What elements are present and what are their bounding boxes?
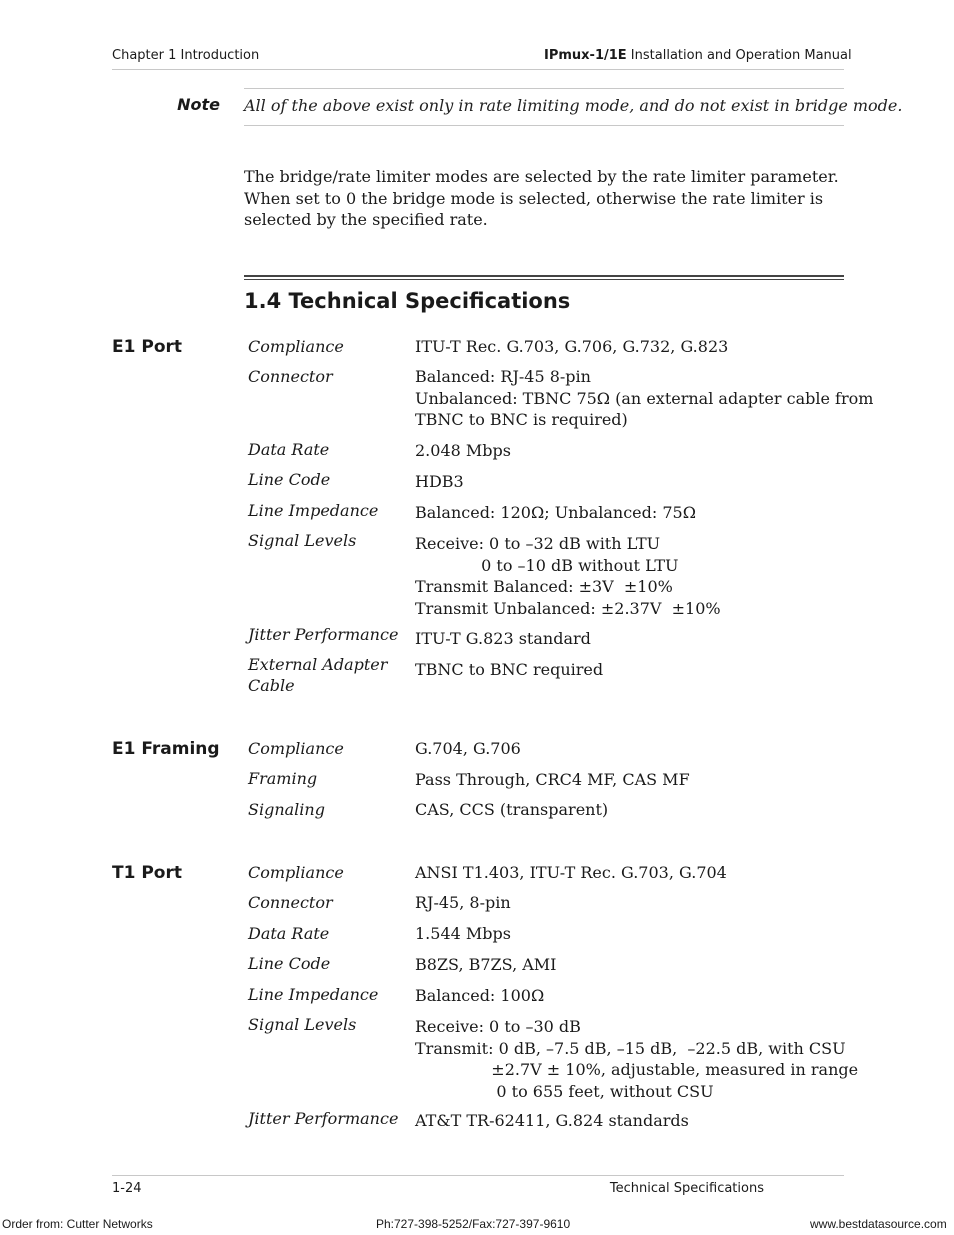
spec-value: ANSI T1.403, ITU-T Rec. G.703, G.704 [415, 863, 727, 882]
footer-section-name: Technical Specifications [609, 1181, 764, 1196]
spec-value: B8ZS, B7ZS, AMI [415, 955, 557, 974]
section-rule-thick [244, 275, 844, 277]
spec-label: Connector [248, 367, 333, 386]
spec-label: Signal Levels [248, 531, 357, 550]
spec-value: TBNC to BNC required [415, 660, 604, 679]
spec-label: Signaling [248, 800, 325, 819]
spec-value: AT&T TR-62411, G.824 standards [415, 1111, 689, 1130]
note-rule-bottom [244, 125, 844, 126]
spec-value: 2.048 Mbps [415, 441, 511, 460]
spec-value: Balanced: RJ-45 8-pin Unbalanced: TBNC 75Ω (an external adapter cable from TBNC to BNC is required) [415, 367, 874, 429]
spec-value: RJ-45, 8-pin [415, 893, 511, 912]
order-from-text: Order from: Cutter Networks [2, 1217, 153, 1231]
spec-value: G.704, G.706 [415, 739, 521, 758]
spec-value: Pass Through, CRC4 MF, CAS MF [415, 770, 690, 789]
section-rule-thin [244, 279, 844, 280]
spec-label: Compliance [248, 863, 344, 882]
spec-value: 1.544 Mbps [415, 924, 511, 943]
note-rule-top [244, 88, 844, 89]
body-paragraph: The bridge/rate limiter modes are selected by the rate limiter parameter. When set to 0 the bridge mode is selected, otherwise the rate limiter is selected by the specified rate. [244, 167, 839, 229]
t1-port-heading: T1 Port [112, 863, 182, 883]
spec-value: CAS, CCS (transparent) [415, 800, 609, 819]
website-link[interactable]: www.bestdatasource.com [810, 1217, 947, 1231]
spec-label: Jitter Performance [248, 625, 399, 644]
spec-value: ITU-T Rec. G.703, G.706, G.732, G.823 [415, 337, 729, 356]
spec-label: Data Rate [248, 440, 330, 459]
phone-fax-text: Ph:727-398-5252/Fax:727-397-9610 [376, 1217, 571, 1231]
spec-label: Line Impedance [248, 985, 379, 1004]
spec-label: External Adapter Cable [248, 655, 388, 695]
spec-value: Receive: 0 to –32 dB with LTU 0 to –10 dB without LTU Transmit Balanced: ±3V ±10% Transmit Unbalanced: ±2.37V ±10% [415, 534, 721, 618]
spec-label: Signal Levels [248, 1015, 357, 1034]
page-number: 1-24 [112, 1181, 142, 1196]
spec-label: Data Rate [248, 924, 330, 943]
running-header-chapter: Chapter 1 Introduction [112, 48, 260, 63]
spec-value: HDB3 [415, 472, 464, 491]
header-rule [112, 69, 844, 70]
note-label: Note [177, 95, 220, 114]
spec-label: Jitter Performance [248, 1109, 399, 1128]
spec-label: Connector [248, 893, 333, 912]
footer-rule [112, 1175, 844, 1176]
spec-label: Framing [248, 769, 318, 788]
spec-label: Line Code [248, 954, 331, 973]
section-heading: 1.4 Technical Specifications [244, 289, 571, 313]
spec-value: Balanced: 100Ω [415, 986, 545, 1005]
e1-framing-heading: E1 Framing [112, 739, 220, 759]
running-header-manual [544, 48, 852, 63]
spec-label: Line Impedance [248, 501, 379, 520]
spec-label: Compliance [248, 739, 344, 758]
spec-label: Line Code [248, 470, 331, 489]
spec-value: ITU-T G.823 standard [415, 629, 591, 648]
spec-value: Balanced: 120Ω; Unbalanced: 75Ω [415, 503, 696, 522]
note-text: All of the above exist only in rate limiting mode, and do not exist in bridge mode. [244, 96, 903, 115]
e1-port-heading: E1 Port [112, 337, 183, 357]
manual-product-name: IPmux-1/1E [544, 48, 627, 63]
spec-value: Receive: 0 to –30 dB Transmit: 0 dB, –7.5 dB, –15 dB, –22.5 dB, with CSU ±2.7V ± 10%, adjustable, measured in range 0 to 655 feet, without CSU [415, 1017, 859, 1101]
spec-label: Compliance [248, 337, 344, 356]
manual-title-rest: Installation and Operation Manual [626, 48, 852, 63]
